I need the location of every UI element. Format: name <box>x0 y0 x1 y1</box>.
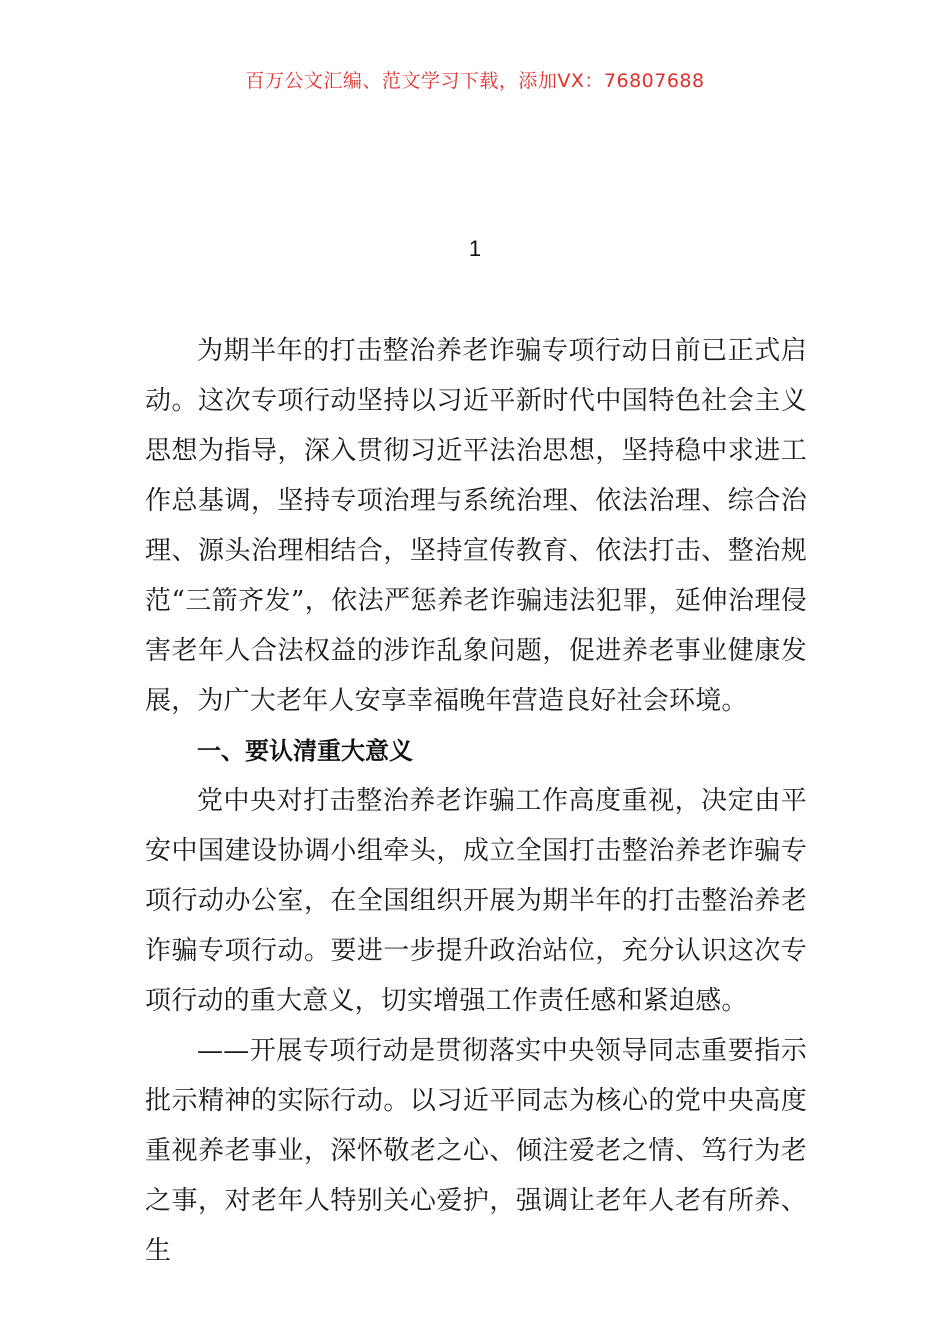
document-body <box>145 326 807 1276</box>
paragraph-point-one: ——开展专项行动是贯彻落实中央领导同志重要指示批示精神的实际行动。以习近平同志为核心的党中央高度重视养老事业，深怀敬老之心、倾注爱老之情、笃行为老之事，对老年人特别关心爱护，强调让老年人老有所养、生 <box>145 1036 807 1266</box>
header-watermark-note: 百万公文汇编、范文学习下载，添加VX：76807688 <box>245 70 705 92</box>
page-number: 1 <box>468 236 482 261</box>
paragraph-section-one: 党中央对打击整治养老诈骗工作高度重视，决定由平安中国建设协调小组牵头，成立全国打击整治养老诈骗专项行动办公室，在全国组织开展为期半年的打击整治养老诈骗专项行动。要进一步提升政治站位，充分认识这次专项行动的重大意义，切实增强工作责任感和紧迫感。 <box>145 786 807 1016</box>
section-heading: 一、要认清重大意义 <box>197 737 413 765</box>
paragraph-intro: 为期半年的打击整治养老诈骗专项行动日前已正式启动。这次专项行动坚持以习近平新时代中国特色社会主义思想为指导，深入贯彻习近平法治思想，坚持稳中求进工作总基调，坚持专项治理与系统治理、依法治理、综合治理、源头治理相结合，坚持宣传教育、依法打击、整治规范“三箭齐发”，依法严惩养老诈骗违法犯罪，延伸治理侵害老年人合法权益的涉诈乱象问题，促进养老事业健康发展，为广大老年人安享幸福晚年营造良好社会环境。 <box>145 336 807 716</box>
